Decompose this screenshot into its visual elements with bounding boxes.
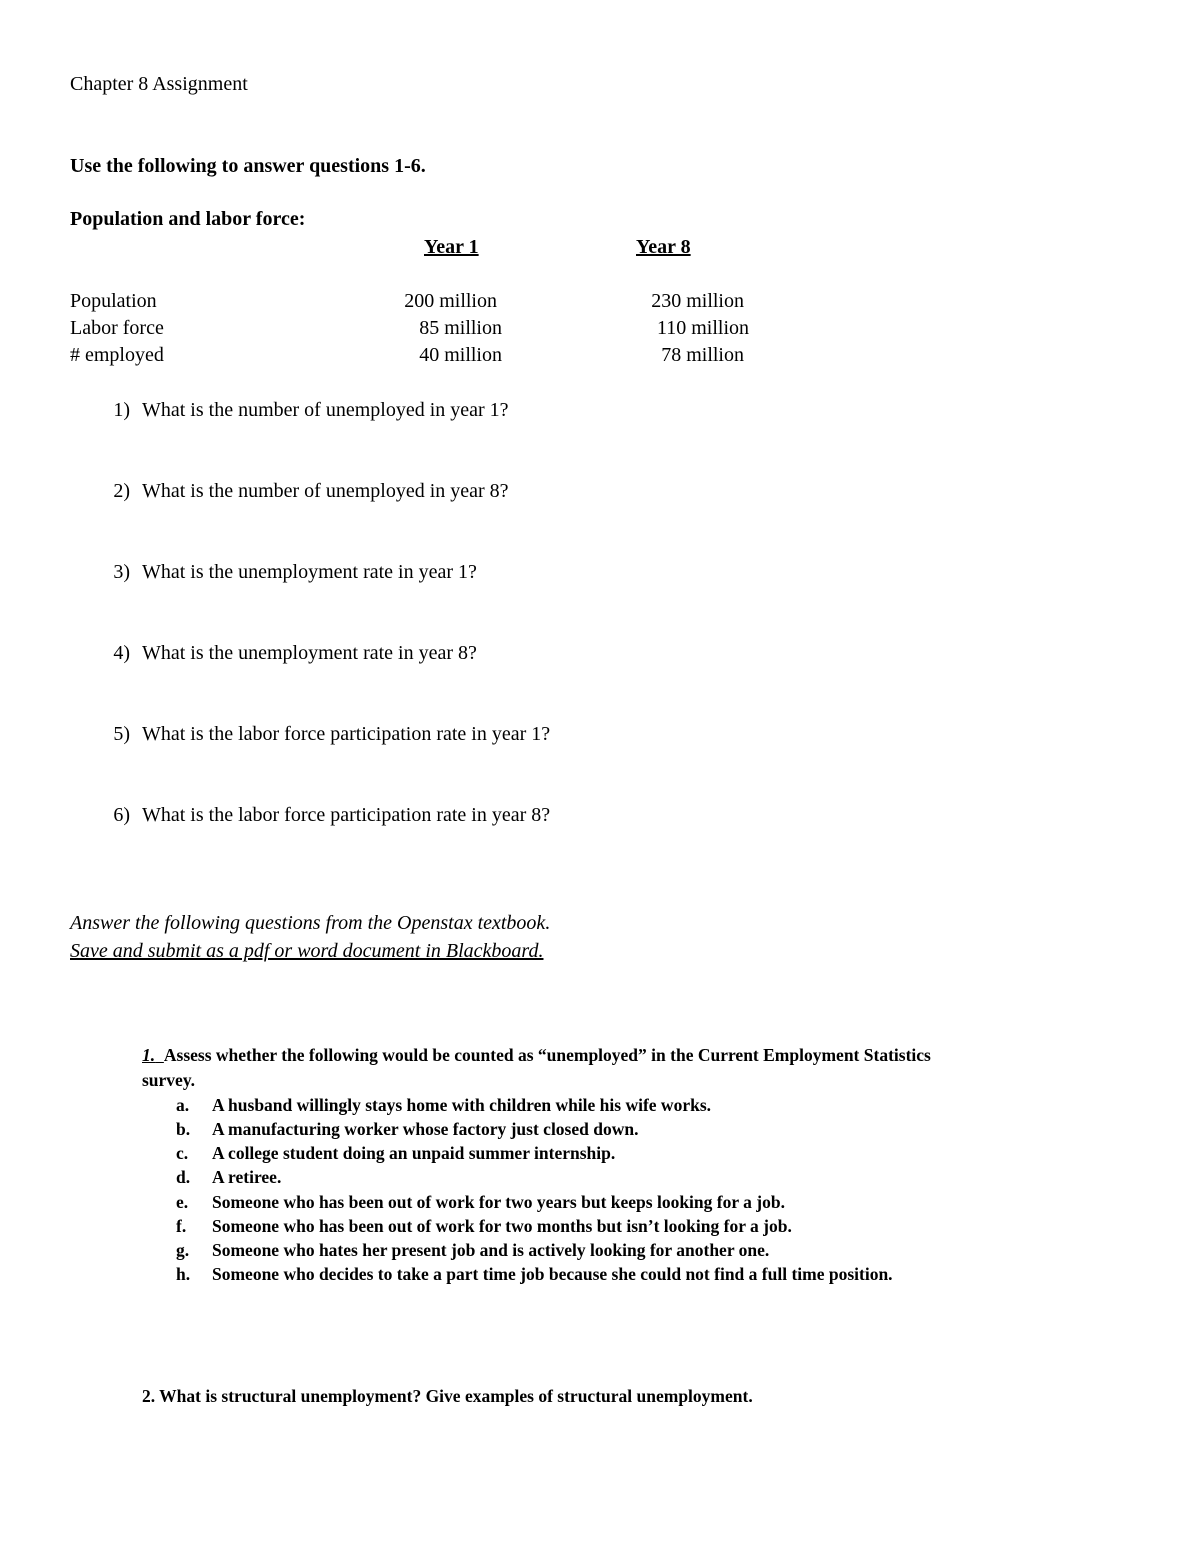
submit-note: Save and submit as a pdf or word document in Blackboard.	[70, 940, 544, 962]
item-letter: h.	[176, 1264, 191, 1284]
item-text: Someone who has been out of work for two years but keeps looking for a job.	[212, 1192, 785, 1212]
question-text: Assess whether the following would be counted as “unemployed” in the Current Employment Statistics	[163, 1045, 931, 1065]
question-number: 1.	[142, 1045, 156, 1065]
question-text: What is the number of unemployed in year 1?	[142, 399, 509, 421]
item-letter: e.	[176, 1192, 189, 1212]
item-text: A retiree.	[212, 1167, 282, 1187]
cell-year-8: 230 million	[651, 290, 744, 312]
instruction-text: Use the following to answer questions 1-6.	[70, 155, 426, 177]
item-letter: b.	[176, 1119, 191, 1139]
cell-year-8: 78 million	[661, 344, 744, 366]
question-number: 1)	[113, 399, 130, 421]
question-text: What is the unemployment rate in year 1?	[142, 561, 477, 583]
question-text: What is the labor force participation rate in year 8?	[142, 804, 551, 826]
item-text: Someone who has been out of work for two months but isn’t looking for a job.	[212, 1216, 792, 1236]
column-header-year-8: Year 8	[636, 236, 691, 258]
row-label: Population	[70, 290, 157, 312]
question-number: 5)	[113, 723, 130, 745]
cell-year-8: 110 million	[656, 317, 749, 339]
item-letter: a.	[176, 1095, 190, 1115]
question-text: What is the number of unemployed in year 8?	[142, 480, 509, 502]
question-number: 3)	[113, 561, 130, 583]
cell-year-1: 40 million	[419, 344, 502, 366]
question-number-underline-gap	[155, 1045, 164, 1065]
item-letter: d.	[176, 1167, 191, 1187]
item-text: A husband willingly stays home with children while his wife works.	[212, 1095, 712, 1115]
question-number: 2)	[113, 480, 130, 502]
row-label: # employed	[70, 344, 164, 366]
item-letter: f.	[176, 1216, 187, 1236]
question-text: What is the labor force participation rate in year 1?	[142, 723, 551, 745]
question-number: 6)	[113, 804, 130, 826]
item-text: A manufacturing worker whose factory just closed down.	[212, 1119, 639, 1139]
item-text: A college student doing an unpaid summer internship.	[212, 1143, 616, 1163]
item-text: Someone who decides to take a part time job because she could not find a full time position.	[212, 1264, 893, 1284]
question-text-continued: survey.	[142, 1070, 195, 1090]
item-text: Someone who hates her present job and is actively looking for another one.	[212, 1240, 770, 1260]
page-title: Chapter 8 Assignment	[70, 73, 248, 95]
column-header-year-1: Year 1	[424, 236, 479, 258]
section2-question-1	[142, 1047, 931, 1065]
question-text: What is the unemployment rate in year 8?	[142, 642, 477, 664]
item-letter: g.	[176, 1240, 190, 1260]
table-caption: Population and labor force:	[70, 208, 306, 230]
cell-year-1: 85 million	[419, 317, 502, 339]
cell-year-1: 200 million	[404, 290, 497, 312]
openstax-note: Answer the following questions from the Openstax textbook.	[70, 912, 551, 934]
question-number: 4)	[113, 642, 130, 664]
item-letter: c.	[176, 1143, 189, 1163]
section2-question-2: 2. What is structural unemployment? Give examples of structural unemployment.	[142, 1386, 753, 1406]
row-label: Labor force	[70, 317, 164, 339]
